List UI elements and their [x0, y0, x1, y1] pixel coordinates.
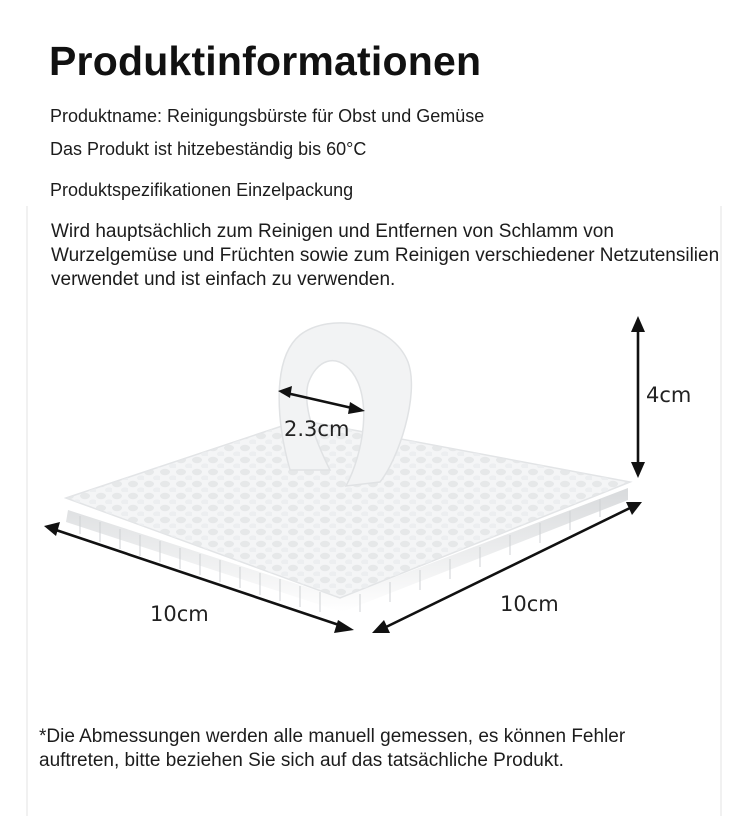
handle-width-label: 2.3cm [284, 417, 350, 441]
product-name: Produktname: Reinigungsbürste für Obst und Gemüse [50, 106, 485, 126]
product-illustration [0, 300, 750, 660]
length-right-label: 10cm [500, 592, 559, 616]
product-description: Wird hauptsächlich zum Reinigen und Entfernen von Schlamm von Wurzelgemüse und Früchten sowie zum Reinigen verschiedener Netzutensilien verwendet und ist einfach zu verwenden. [51, 221, 720, 290]
height-label: 4cm [646, 383, 692, 407]
heat-resistance: Das Produkt ist hitzebeständig bis 60°C [50, 139, 367, 159]
measurement-note: *Die Abmessungen werden alle manuell gemessen, es können Fehler auftreten, bitte beziehen Sie sich auf das tatsächliche Produkt. [39, 726, 626, 771]
length-left-label: 10cm [150, 602, 209, 626]
product-specification: Produktspezifikationen Einzelpackung [50, 180, 354, 200]
page-title: Produktinformationen [49, 38, 482, 84]
brush-pad [66, 420, 630, 598]
